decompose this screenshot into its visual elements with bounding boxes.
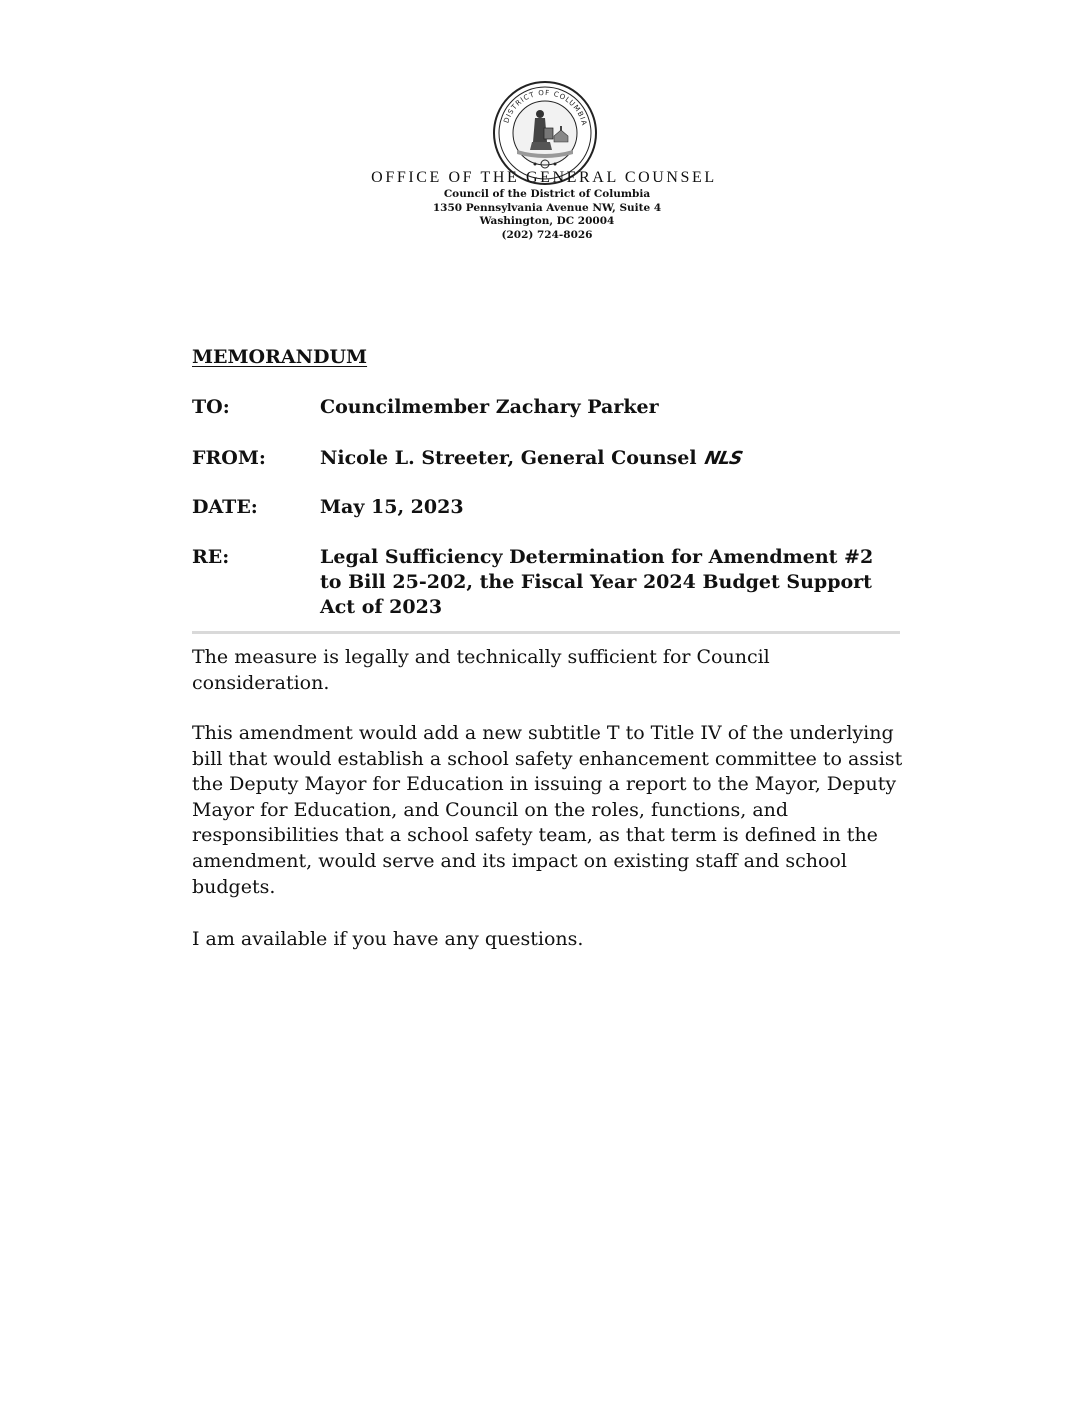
from-value-wrap bbox=[320, 446, 920, 471]
svg-text:DISTRICT OF COLUMBIA: DISTRICT OF COLUMBIA bbox=[502, 88, 589, 128]
re-value: Legal Sufficiency Determination for Amendment #2 to Bill 25-202, the Fiscal Year 2024 Budget Support Act of 2023 bbox=[320, 546, 874, 618]
address-line: Council of the District of Columbia bbox=[443, 188, 651, 200]
letterhead bbox=[0, 168, 1088, 242]
date-label: DATE: bbox=[192, 496, 258, 518]
memo-title: MEMORANDUM bbox=[192, 346, 368, 368]
office-name: OFFICE OF THE GENERAL COUNSEL bbox=[371, 169, 717, 186]
address-line: 1350 Pennsylvania Avenue NW, Suite 4 bbox=[432, 201, 662, 214]
signature-initials: NLS bbox=[702, 448, 744, 469]
phone-line: (202) 724-8026 bbox=[501, 228, 593, 241]
body-paragraph: The measure is legally and technically sufficient for Council consideration. bbox=[192, 646, 770, 694]
to-label: TO: bbox=[192, 396, 230, 418]
divider bbox=[192, 631, 900, 634]
from-label: FROM: bbox=[192, 447, 266, 469]
re-label: RE: bbox=[192, 546, 230, 568]
body-paragraph: This amendment would add a new subtitle T to Title IV of the underlying bill that would establish a school safety enhancement committee to assist the Deputy Mayor for Education in issuing a report to the Mayor, Deputy Mayor for Education, and Council on the roles, functions, and responsibilities that a school safety team, as that term is defined in the amendment, would serve and its impact on existing staff and school budgets. bbox=[192, 722, 903, 898]
address-line: Washington, DC 20004 bbox=[479, 215, 615, 227]
date-value: May 15, 2023 bbox=[320, 496, 464, 518]
body-paragraph: I am available if you have any questions. bbox=[192, 928, 584, 950]
from-value: Nicole L. Streeter, General Counsel bbox=[320, 447, 697, 469]
to-value: Councilmember Zachary Parker bbox=[320, 396, 659, 418]
